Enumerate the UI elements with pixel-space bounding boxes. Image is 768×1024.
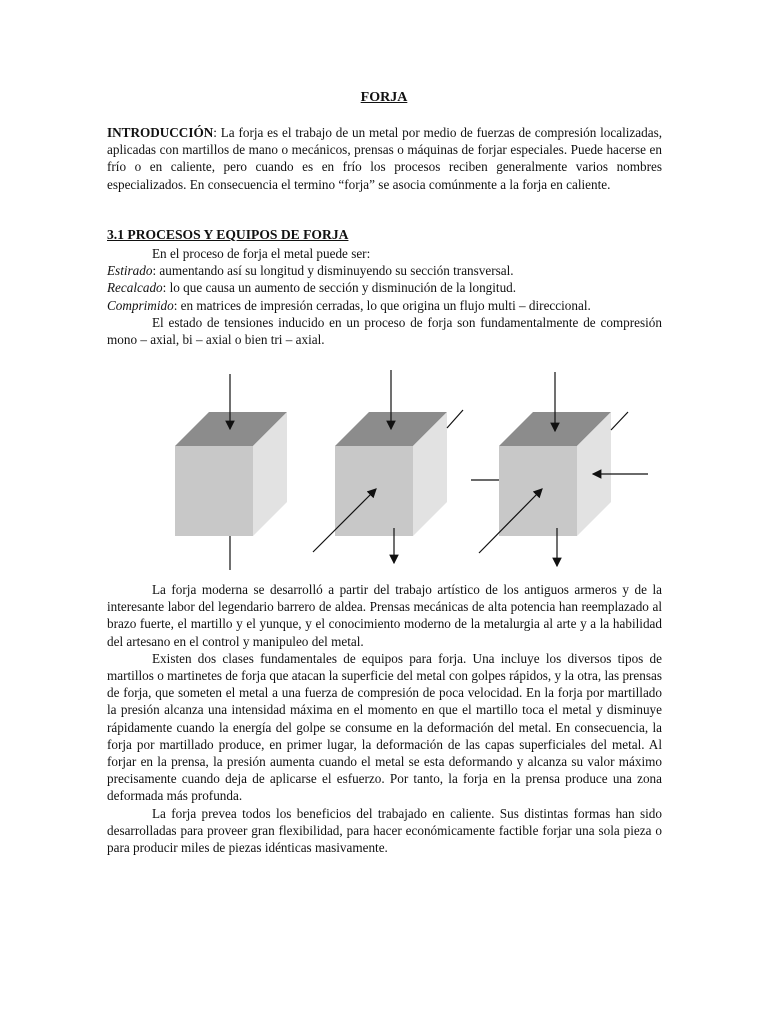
intro-label: INTRODUCCIÓN <box>107 125 214 140</box>
body-text <box>107 581 662 856</box>
process-text: : en matrices de impresión cerradas, lo que origina un flujo multi – direccional. <box>173 297 591 313</box>
page-title: FORJA <box>360 90 408 105</box>
tension-paragraph: El estado de tensiones inducido en un proceso de forja son fundamentalmente de compresión mono – axial, bi – axial o bien tri – axial. <box>107 314 662 348</box>
process-item-estirado <box>107 262 662 279</box>
stress-cubes-svg <box>130 365 660 580</box>
process-text: : lo que causa un aumento de sección y disminución de la longitud. <box>162 280 517 296</box>
process-term: Estirado <box>107 263 153 279</box>
process-text: : aumentando así su longitud y disminuyendo su sección transversal. <box>152 263 514 279</box>
section-heading: 3.1 PROCESOS Y EQUIPOS DE FORJA <box>107 227 349 242</box>
process-term: Comprimido <box>107 297 174 313</box>
body-paragraph-2: Existen dos clases fundamentales de equipos para forja. Una incluye los diversos tipos de martillos o martinetes de forja que atacan la superficie del metal con golpes rápidos, y la otra, las prensas de forja, que someten el metal a una fuerza de compresión de poca velocidad. En la forja por martillado la presión alcanza una intensidad máxima en el momento en que el martillo toca el metal y disminuye rápidamente cuando la energía del golpe se consume en la deformación del metal. En consecuencia, la forja por martillado produce, en primer lugar, la deformación de las capas superficiales del metal. Al forjar en la prensa, la presión aumenta cuando el metal se esta deformando y alcanza su valor máximo precisamente cuando deja de aplicarse el esfuerzo. Por tanto, la forja en la prensa produce una zona deformada más profunda. <box>107 650 662 804</box>
process-lead: En el proceso de forja el metal puede ser: <box>152 246 371 261</box>
cube-mono-axial <box>175 374 287 570</box>
process-list <box>107 245 662 348</box>
process-item-recalcado <box>107 279 662 296</box>
line-diagonal-back <box>447 410 463 428</box>
intro-paragraph <box>107 124 662 193</box>
line-diagonal-back <box>611 412 628 430</box>
cube-bi-axial <box>313 370 463 563</box>
intro-text: : La forja es el trabajo de un metal por medio de fuerzas de compresión localizadas, aplicadas con martillos de mano o mecánicos, prensas o máquinas de forjar especiales. Puede hacerse en frío o en caliente, pero cuando es en frío los procesos reciben generalmente varios nombres especializados. En consecuencia el termino “forja” se asocia comúnmente a la forja en caliente. <box>107 125 662 192</box>
body-paragraph-1: La forja moderna se desarrolló a partir del trabajo artístico de los antiguos armeros y de la interesante labor del legendario barrero de aldea. Prensas mecánicas de alta potencia han reemplazado al brazo fuerte, el martillo y el yunque, y el conocimiento moderno de la metalurgia al arte y a la habilidad del artesano en el control y manipuleo del metal. <box>107 582 662 649</box>
cube-tri-axial <box>471 372 648 566</box>
process-item-comprimido <box>107 297 662 314</box>
process-term: Recalcado <box>107 280 163 296</box>
body-paragraph-3: La forja prevea todos los beneficios del trabajado en caliente. Sus distintas formas han sido desarrolladas para proveer gran flexibilidad, para hacer económicamente factible forjar una sola pieza o para producir miles de piezas idénticas masivamente. <box>107 805 662 856</box>
stress-state-figure <box>130 365 660 580</box>
